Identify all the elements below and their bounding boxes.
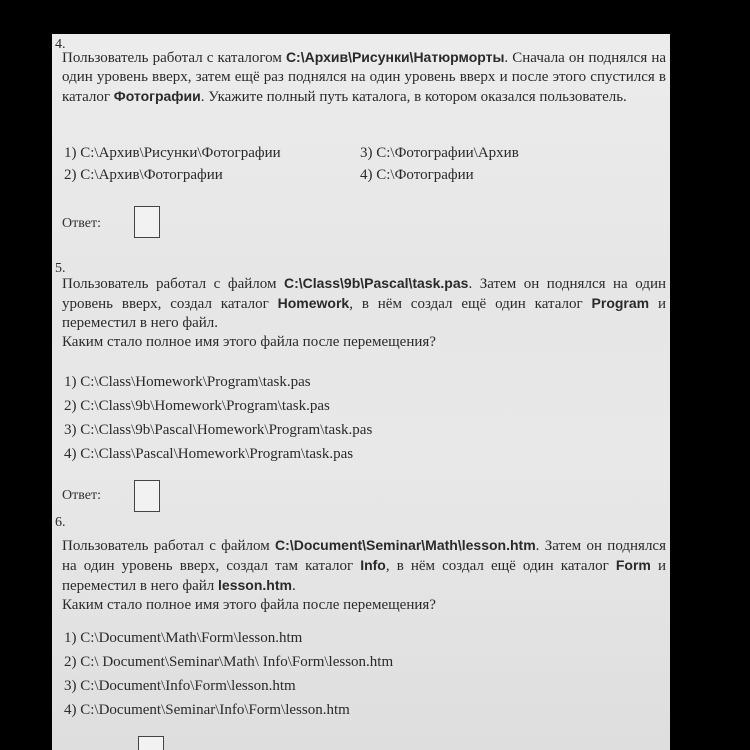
file-path: C:\Document\Seminar\Math\lesson.htm (275, 537, 536, 553)
option-3[interactable]: 3) С:\Фотографии\Архив (360, 145, 519, 161)
file-path: C:\Class\9b\Pascal\task.pas (284, 275, 469, 291)
option-2[interactable]: 2) C:\ Document\Seminar\Math\ Info\Form\lesson.htm (64, 654, 394, 670)
answer-box[interactable] (134, 480, 160, 512)
task-number: 5. (55, 261, 66, 276)
option-4[interactable]: 4) C:\Document\Seminar\Info\Form\lesson.htm (64, 702, 350, 718)
option-2[interactable]: 2) C:\Class\9b\Homework\Program\task.pas (64, 398, 330, 414)
folder-name: Program (591, 295, 650, 311)
folder-name: Фотографии (113, 88, 201, 104)
answer-label: Ответ: (62, 216, 101, 231)
folder-name: Homework (277, 295, 350, 311)
task-question: Каким стало полное имя этого файла после перемещения? (62, 597, 436, 613)
task-number: 6. (55, 515, 66, 530)
answer-box[interactable] (138, 736, 164, 750)
folder-name: Form (615, 557, 651, 573)
option-1[interactable]: 1) С:\Архив\Рисунки\Фотографии (64, 145, 281, 161)
task-statement: Пользователь работал с каталогом C:\Архив\Рисунки\Натюрморты. Сначала он поднялся на один уровень вверх, затем ещё раз поднялся на один уровень вверх и после этого спустился в каталог Фотографии. Укажите полный путь каталога, в котором оказался пользователь. (62, 49, 666, 105)
option-1[interactable]: 1) C:\Document\Math\Form\lesson.htm (64, 630, 303, 646)
answer-options (64, 370, 670, 466)
answer-label: Ответ: (62, 488, 101, 503)
option-3[interactable]: 3) C:\Class\9b\Pascal\Homework\Program\task.pas (64, 422, 373, 438)
folder-name: Info (360, 557, 386, 573)
option-2[interactable]: 2) С:\Архив\Фотографии (64, 167, 223, 183)
answer-box[interactable] (134, 206, 160, 238)
task-statement: Пользователь работал с файлом C:\Class\9b\Pascal\task.pas. Затем он поднялся на один уровень вверх, создал каталог Homework, в нём создал ещё один каталог Program и переместил в него файл. Каким стало полное имя этого файла после перемещения? (62, 275, 667, 350)
task-question: Каким стало полное имя этого файла после перемещения? (62, 334, 436, 350)
answer-options (64, 626, 670, 722)
worksheet-page (52, 34, 670, 750)
option-4[interactable]: 4) C:\Class\Pascal\Homework\Program\task.pas (64, 446, 354, 462)
option-1[interactable]: 1) C:\Class\Homework\Program\task.pas (64, 374, 311, 390)
catalog-path: C:\Архив\Рисунки\Натюрморты (285, 49, 505, 65)
option-4[interactable]: 4) С:\Фотографии (360, 167, 474, 183)
task-number: 4. (55, 37, 66, 52)
task-statement: Пользователь работал с файлом C:\Document\Seminar\Math\lesson.htm. Затем он поднялся на один уровень вверх, создал там каталог Info, в нём создал ещё один каталог Form и переместил в него файл lesson.htm. Каким стало полное имя этого файла после перемещения? (62, 537, 666, 613)
file-name: lesson.htm (218, 577, 292, 593)
option-3[interactable]: 3) C:\Document\Info\Form\lesson.htm (64, 678, 296, 694)
